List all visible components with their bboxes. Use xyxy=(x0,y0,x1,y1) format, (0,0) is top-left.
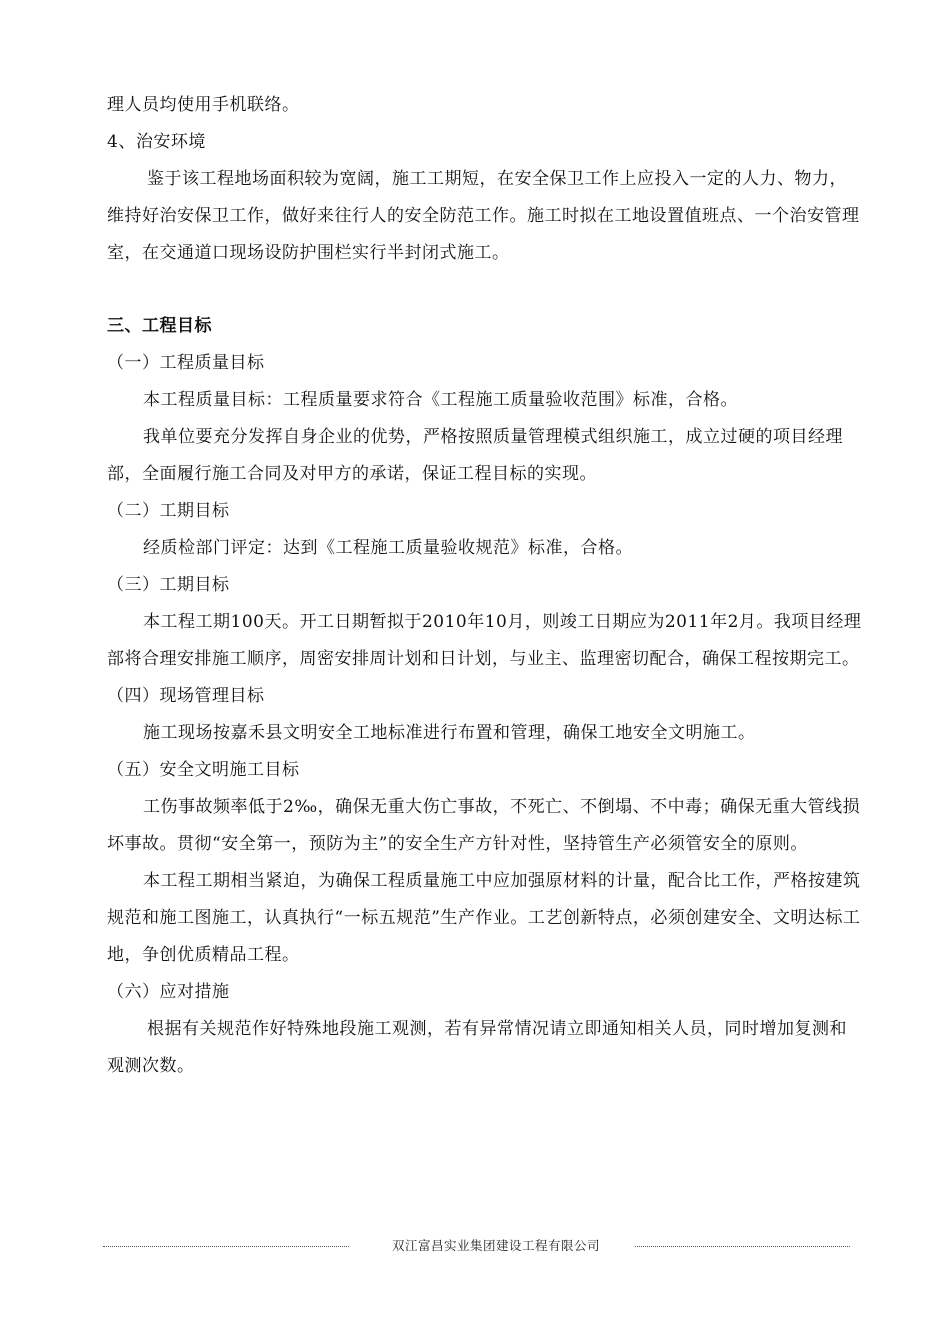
footer-dotted-rule-left xyxy=(103,1246,349,1247)
footer-company-name: 双江富昌实业集团建设工程有限公司 xyxy=(391,1238,600,1253)
paragraph: 施工现场按嘉禾县文明安全工地标准进行布置和管理，确保工地安全文明施工。 xyxy=(143,723,756,743)
paragraph: 本工程工期100天。开工日期暂拟于2010年10月，则竣工日期应为2011年2月。我项目经理部将合理安排施工顺序，周密安排周计划和日计划，与业主、监理密切配合，确保工程按期完工。 xyxy=(107,612,862,669)
section-subheading: （二）工期目标 xyxy=(107,501,230,521)
section-subheading: （三）工期目标 xyxy=(107,575,230,595)
paragraph: 本工程工期相当紧迫，为确保工程质量施工中应加强原材料的计量，配合比工作，严格按建筑规范和施工图施工，认真执行“一标五规范”生产作业。工艺创新特点，必须创建安全、文明达标工地，争创优质精品工程。 xyxy=(107,871,861,965)
paragraph: 我单位要充分发挥自身企业的优势，严格按照质量管理模式组织施工，成立过硬的项目经理部，全面履行施工合同及对甲方的承诺，保证工程目标的实现。 xyxy=(107,427,843,484)
section-subheading: （六）应对措施 xyxy=(107,982,230,1002)
document-body xyxy=(107,87,863,1085)
paragraph: 鉴于该工程地场面积较为宽阔，施工工期短，在安全保卫工作上应投入一定的人力、物力，维持好治安保卫工作，做好来往行人的安全防范工作。施工时拟在工地设置值班点、一个治安管理室，在交通道口现场设防护围栏实行半封闭式施工。 xyxy=(107,169,860,263)
section-subheading: （一）工程质量目标 xyxy=(107,353,265,373)
section-subheading: （四）现场管理目标 xyxy=(107,686,265,706)
footer-dotted-rule-right xyxy=(635,1246,850,1247)
blank-line xyxy=(107,272,863,308)
section-subheading: （五）安全文明施工目标 xyxy=(107,760,300,780)
section-subheading: 4、治安环境 xyxy=(107,132,206,152)
paragraph: 工伤事故频率低于2‰，确保无重大伤亡事故，不死亡、不倒塌、不中毒；确保无重大管线损坏事故。贯彻“安全第一，预防为主”的安全生产方针对性，坚持管生产必须管安全的原则。 xyxy=(107,797,861,854)
page-footer xyxy=(103,1232,850,1260)
paragraph: 根据有关规范作好特殊地段施工观测，若有异常情况请立即通知相关人员，同时增加复测和观测次数。 xyxy=(107,1019,847,1076)
paragraph: 本工程质量目标：工程质量要求符合《工程施工质量验收范围》标准，合格。 xyxy=(143,390,738,410)
paragraph: 理人员均使用手机联络。 xyxy=(107,95,300,115)
paragraph: 经质检部门评定：达到《工程施工质量验收规范》标准，合格。 xyxy=(143,538,633,558)
section-heading: 三、工程目标 xyxy=(107,316,212,336)
